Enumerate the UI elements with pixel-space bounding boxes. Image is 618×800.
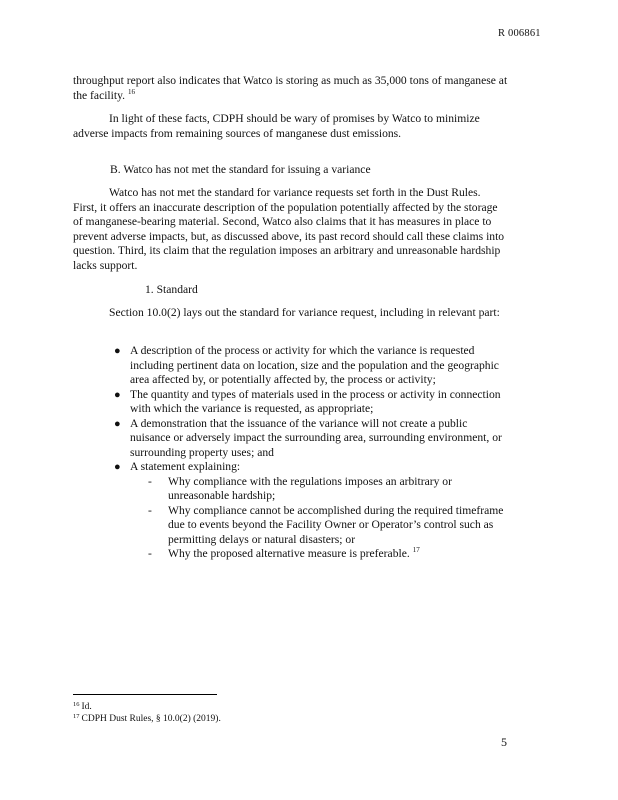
list-item: [112, 417, 507, 461]
list-item-text: The quantity and types of materials used in the process or activity in connection with which the variance is requested, as appropriate;: [130, 387, 501, 415]
footnote-ref: 16: [128, 87, 136, 96]
document-id: R 006861: [498, 28, 541, 39]
paragraph-section-10: Section 10.0(2) lays out the standard for variance request, including in relevant part:: [109, 306, 500, 319]
section-heading-b: B. Watco has not met the standard for issuing a variance: [110, 163, 371, 176]
bullet-icon: ●: [114, 345, 121, 357]
bullet-list: [112, 344, 507, 562]
footnote-divider: [73, 694, 217, 695]
bullet-icon: ●: [114, 461, 121, 473]
sub-list: [112, 475, 507, 562]
footnote-16: [73, 701, 92, 713]
paragraph-throughput: [73, 74, 513, 103]
footnote-ref: 17: [412, 546, 420, 554]
list-item: [112, 388, 507, 417]
sub-list-item-text: Why compliance cannot be accomplished during the required timeframe due to events beyond the Facility Owner or Operator’s control such as permitting delays or natural disasters; or: [168, 503, 504, 546]
list-item: [112, 460, 507, 475]
bullet-icon: ●: [114, 417, 121, 430]
list-item: [112, 344, 507, 388]
paragraph-watco-standard: Watco has not met the standard for variance requests set forth in the Dust Rules. First, it offers an inaccurate description of the population potentially affected by the storage of manganese-bearing material. Second, Watco also claims that it has measures in place to prevent adverse impacts, but, as discussed above, its past record should call these claims into question. Third, its claim that the regulation imposes an arbitrary and unreasonable hardship lacks support.: [73, 186, 505, 272]
footnote-number: 17: [73, 713, 80, 720]
bullet-icon: ●: [114, 388, 121, 401]
footnote-text: CDPH Dust Rules, § 10.0(2) (2019).: [81, 714, 221, 724]
sub-list-item: [148, 504, 507, 548]
subsection-heading-standard: 1. Standard: [145, 283, 198, 296]
list-item-text: A description of the process or activity for which the variance is requested including pertinent data on location, size and the population and the geographic area affected by, or potentially affected by, the process or activity;: [130, 344, 499, 386]
sub-list-item-text: Why the proposed alternative measure is preferable.: [168, 547, 410, 560]
paragraph-text: throughput report also indicates that Watco is storing as much as 35,000 tons of manganese at the facility.: [73, 74, 508, 102]
paragraph-cdph: In light of these facts, CDPH should be wary of promises by Watco to minimize adverse impacts from remaining sources of manganese dust emissions.: [73, 112, 480, 140]
dash-icon: -: [148, 547, 152, 560]
dash-icon: -: [148, 503, 152, 517]
footnote-17: [73, 713, 221, 725]
page-number: 5: [501, 735, 507, 749]
sub-list-item: [148, 547, 507, 562]
sub-list-item: [148, 475, 507, 504]
sub-list-item-text: Why compliance with the regulations imposes an arbitrary or unreasonable hardship;: [168, 474, 452, 502]
dash-icon: -: [148, 474, 152, 488]
list-item-text: A statement explaining:: [130, 460, 241, 473]
footnote-number: 16: [73, 701, 80, 708]
footnote-text: Id.: [81, 702, 92, 712]
list-item-text: A demonstration that the issuance of the variance will not create a public nuisance or adversely impact the surrounding area, surrounding environment, or surrounding property uses; and: [130, 416, 502, 459]
